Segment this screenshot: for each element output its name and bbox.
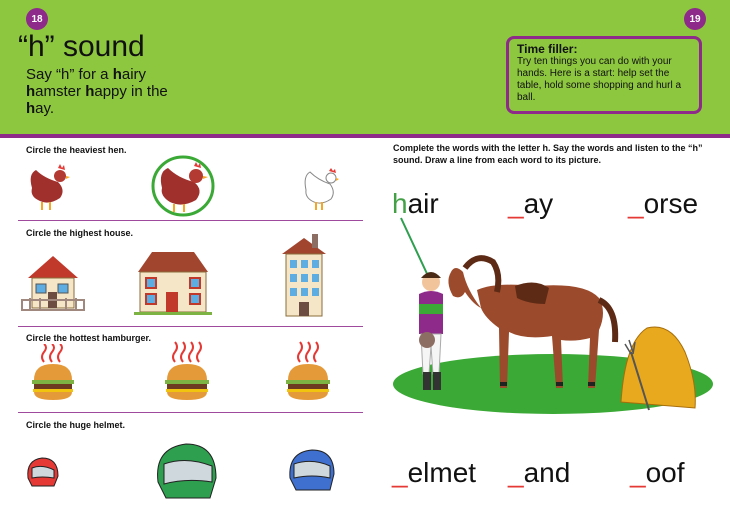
- word-hand[interactable]: _and: [508, 457, 571, 488]
- hen-icon-small[interactable]: [24, 160, 70, 214]
- section-label-house: Circle the highest house.: [26, 228, 134, 238]
- hamburger-icon-1[interactable]: [30, 344, 76, 402]
- helmet-icon-medium[interactable]: [286, 446, 336, 494]
- section-label-helmet: Circle the huge helmet.: [26, 420, 126, 430]
- helmet-icon-huge[interactable]: [152, 440, 220, 504]
- word-hay[interactable]: _ay: [508, 188, 554, 219]
- hamburger-icon-2[interactable]: [163, 340, 211, 402]
- hair-connecting-line: [401, 218, 429, 278]
- helmet-icon-small[interactable]: [24, 454, 60, 490]
- page-number-right: 19: [684, 8, 706, 30]
- word-helmet[interactable]: _elmet: [392, 457, 477, 488]
- section-label-hamburger: Circle the hottest hamburger.: [26, 333, 152, 343]
- house-icon-tall[interactable]: [278, 232, 330, 318]
- jockey-icon: [419, 272, 443, 390]
- haystack-icon: [621, 327, 695, 410]
- section-divider: [18, 220, 363, 221]
- page-subtitle: Say “h” for a hairy hamster happy in the hay.: [26, 66, 168, 117]
- page-number-left: 18: [26, 8, 48, 30]
- hen-icon-white[interactable]: [300, 160, 340, 214]
- time-filler-body: Try ten things you can do with your hands. Here is a start: help set the table, hold some shopping and hurl a ball.: [517, 56, 682, 103]
- word-hair[interactable]: hair: [392, 188, 439, 219]
- word-hoof[interactable]: _oof: [630, 457, 685, 488]
- header-divider: [0, 134, 730, 138]
- instructions-text: Complete the words with the letter h. Say the words and listen to the “h” sound. Draw a line from each word to its picture.: [393, 143, 703, 165]
- section-label-hen: Circle the heaviest hen.: [26, 145, 127, 155]
- hen-icon-circled[interactable]: [150, 154, 216, 218]
- word-horse[interactable]: _orse: [628, 188, 699, 219]
- house-icon-small[interactable]: [20, 250, 86, 316]
- hamburger-icon-3[interactable]: [284, 340, 332, 402]
- time-filler-title: Time filler:: [517, 42, 578, 56]
- house-icon-medium[interactable]: [132, 248, 214, 316]
- page-title: “h” sound: [18, 30, 145, 63]
- section-divider: [18, 326, 363, 327]
- horse-scene-illustration: [385, 212, 725, 422]
- time-filler-box: [506, 36, 702, 114]
- section-divider: [18, 412, 363, 413]
